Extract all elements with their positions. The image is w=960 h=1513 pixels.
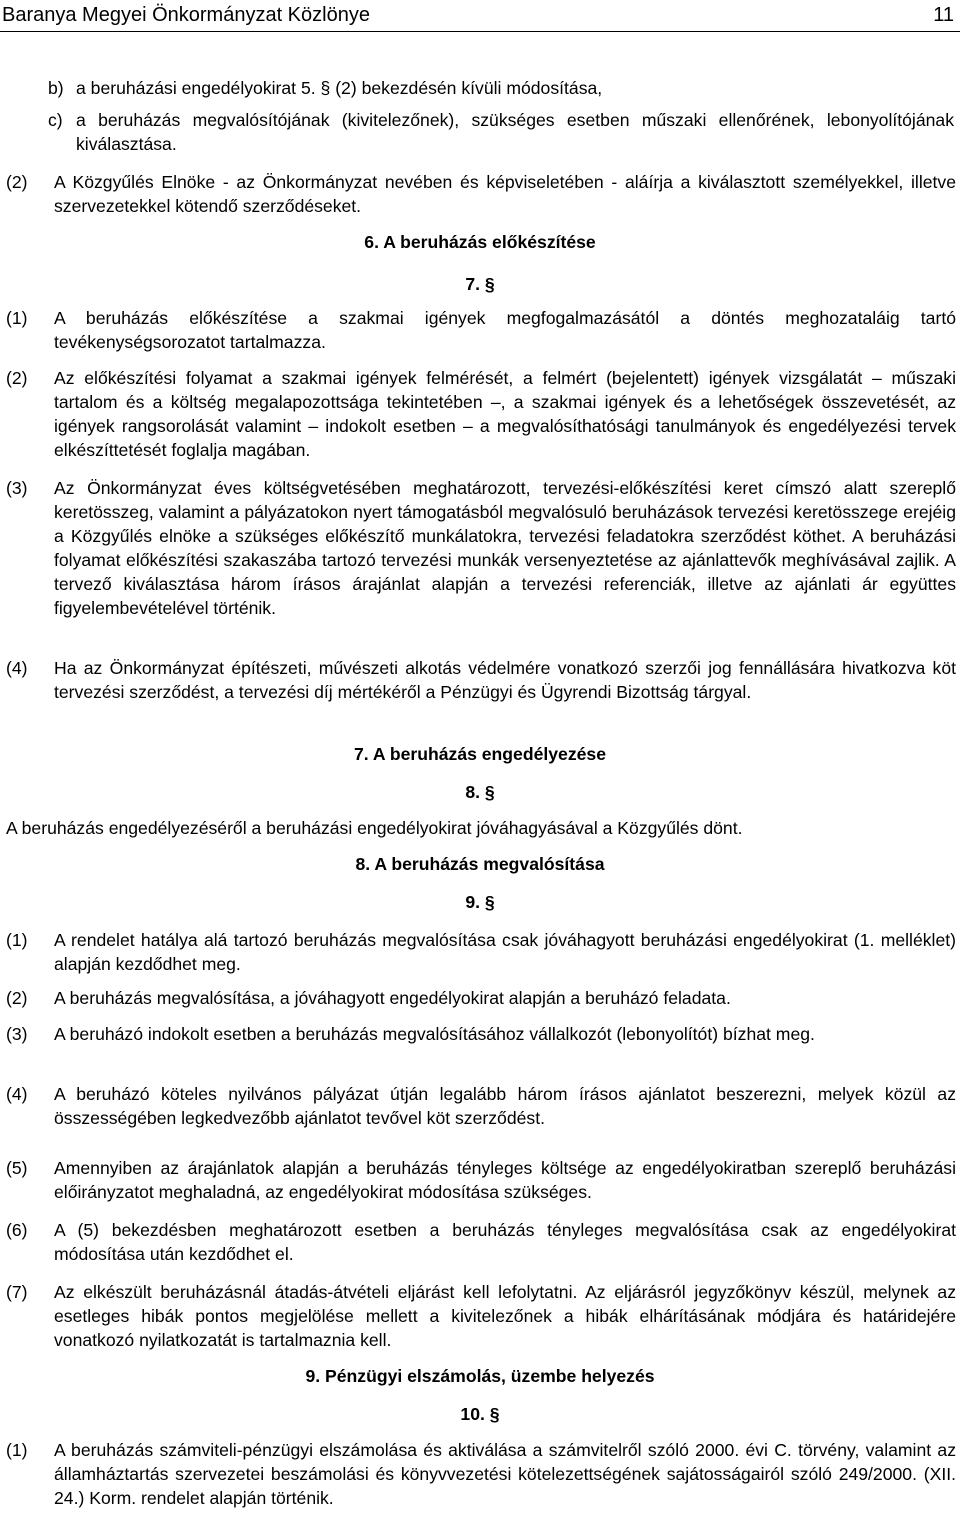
publication-title: Baranya Megyei Önkormányzat Közlönye — [2, 4, 370, 26]
paragraph-text: Az elkészült beruházásnál átadás-átvételi eljárást kell lefolytatni. Az eljárásról jegyzőkönyv készül, melynek az esetleges hibák pontos megjelölése mellett a kivitelezőnek a hibák elhárításának módjára és határidejére vonatkozó nyilatkozatát is tartalmaznia kell. — [54, 1282, 956, 1350]
paragraph-label: (6) — [6, 1220, 28, 1240]
paragraph-label: (4) — [6, 658, 28, 678]
paragraph-label: (7) — [6, 1282, 28, 1302]
paragraph-9-1 — [6, 928, 956, 976]
paragraph-7-1 — [6, 306, 956, 354]
paragraph-7-3 — [6, 476, 956, 620]
paragraph-label: (1) — [6, 308, 28, 328]
paragraph-9-2 — [6, 986, 956, 1010]
paragraph-label: (2) — [6, 988, 28, 1008]
paragraph-label: (2) — [6, 368, 28, 388]
paragraph-text: Amennyiben az árajánlatok alapján a beruházás tényleges költsége az engedélyokiratban szereplő beruházási előirányzatot meghaladná, az engedélyokirat módosítása szükséges. — [54, 1158, 956, 1202]
paragraph-9-4 — [6, 1082, 956, 1130]
chapter-heading-9: 9. Pénzügyi elszámolás, üzembe helyezés — [305, 1366, 655, 1386]
page-number: 11 — [933, 4, 954, 26]
paragraph-label: (5) — [6, 1158, 28, 1178]
paragraph-9-3 — [6, 1022, 956, 1046]
paragraph-text: A beruházás előkészítése a szakmai igények megfogalmazásától a döntés meghozataláig tartó tevékenységsorozatot tartalmazza. — [54, 308, 956, 352]
paragraph-label: (4) — [6, 1084, 28, 1104]
paragraph-text: A beruházás engedélyezéséről a beruházási engedélyokirat jóváhagyásával a Közgyűlés dönt. — [6, 818, 743, 838]
paragraph-text: A beruházás számviteli-pénzügyi elszámolása és aktiválása a számvitelről szóló 2000. évi C. törvény, valamint az államháztartás szervezetei beszámolási és könyvvezetési kötelezettségének sajátosságairól szóló 249/2000. (XII. 24.) Korm. rendelet alapján történik. — [54, 1440, 956, 1508]
list-text: a beruházási engedélyokirat 5. § (2) bekezdésén kívüli módosítása, — [76, 78, 603, 98]
paragraph-10-1 — [6, 1438, 956, 1510]
paragraph-text: Ha az Önkormányzat építészeti, művészeti alkotás védelmére vonatkozó szerzői jog fennállására hivatkozva köt tervezési szerződést, a tervezési díj mértékéről a Pénzügyi és Ügyrendi Bizottság tárgyal. — [54, 658, 956, 702]
paragraph-9-5 — [6, 1156, 956, 1204]
paragraph-text: A beruházó indokolt esetben a beruházás megvalósításához vállalkozót (lebonyolítót) bízhat meg. — [54, 1024, 815, 1044]
page-header — [0, 0, 960, 32]
paragraph-text: A beruházó köteles nyilvános pályázat útján legalább három írásos ajánlatot beszerezni, melyek közül az összességében legkedvezőbb ajánlatot tevővel köt szerződést. — [54, 1084, 956, 1128]
list-item-b — [48, 76, 954, 100]
list-label: b) — [48, 78, 64, 98]
section-number-7: 7. § — [465, 274, 495, 294]
section-number-8: 8. § — [465, 782, 495, 802]
paragraph-label: (3) — [6, 1024, 28, 1044]
section-number-10: 10. § — [460, 1404, 500, 1424]
chapter-heading-8: 8. A beruházás megvalósítása — [355, 854, 605, 874]
paragraph-text: A beruházás megvalósítása, a jóváhagyott engedélyokirat alapján a beruházó feladata. — [54, 988, 731, 1008]
paragraph-label: (1) — [6, 930, 28, 950]
paragraph-text: A rendelet hatálya alá tartozó beruházás megvalósítása csak jóváhagyott beruházási engedélyokirat (1. melléklet) alapján kezdődhet meg. — [54, 930, 956, 974]
paragraph-label: (1) — [6, 1440, 28, 1460]
list-label: c) — [48, 110, 63, 130]
paragraph-6-2 — [6, 170, 956, 218]
paragraph-7-2 — [6, 366, 956, 462]
section-number-9: 9. § — [465, 892, 495, 912]
paragraph-label: (3) — [6, 478, 28, 498]
paragraph-text: A (5) bekezdésben meghatározott esetben a beruházás tényleges megvalósítása csak az engedélyokirat módosítása után kezdődhet el. — [54, 1220, 956, 1264]
list-item-c — [48, 108, 954, 156]
chapter-heading-6: 6. A beruházás előkészítése — [364, 232, 596, 252]
paragraph-text: Az Önkormányzat éves költségvetésében meghatározott, tervezési-előkészítési keret címszó alatt szereplő keretösszeg, valamint a pályázatokon nyert támogatásból megvalósuló beruházások tervezési keretösszege erejéig a Közgyűlés elnöke a szükséges előkészítő munkálatokra, tervezési feladatokra szerződést köthet. A beruházási folyamat előkészítési szakaszába tartozó tervezési munkák versenyeztetése az ajánlattevők meghívásával zajlik. A tervező kiválasztása három írásos árajánlat alapján a tervezési referenciák, illetve az ajánlati ár együttes figyelembevételével történik. — [54, 478, 956, 618]
paragraph-9-7 — [6, 1280, 956, 1352]
paragraph-text: A Közgyűlés Elnöke - az Önkormányzat nevében és képviseletében - aláírja a kiválasztott személyekkel, illetve szervezetekkel kötendő szerződéseket. — [54, 172, 956, 216]
paragraph-text: Az előkészítési folyamat a szakmai igények felmérését, a felmért (bejelentett) igények vizsgálatát – műszaki tartalom és a költség megalapozottsága tekintetében –, a szakmai igények és a lehetőségek összevetését, az igények rangsorolását valamint – indokolt esetben – a megvalósíthatósági tanulmányok és engedélyezési tervek elkészíttetését foglalja magában. — [54, 368, 956, 460]
paragraph-7-4 — [6, 656, 956, 704]
list-text: a beruházás megvalósítójának (kivitelezőnek), szükséges esetben műszaki ellenőrének, lebonyolítójának kiválasztása. — [76, 110, 954, 154]
chapter-heading-7: 7. A beruházás engedélyezése — [354, 744, 606, 764]
paragraph-label: (2) — [6, 172, 28, 192]
paragraph-9-6 — [6, 1218, 956, 1266]
paragraph-8 — [6, 816, 956, 840]
